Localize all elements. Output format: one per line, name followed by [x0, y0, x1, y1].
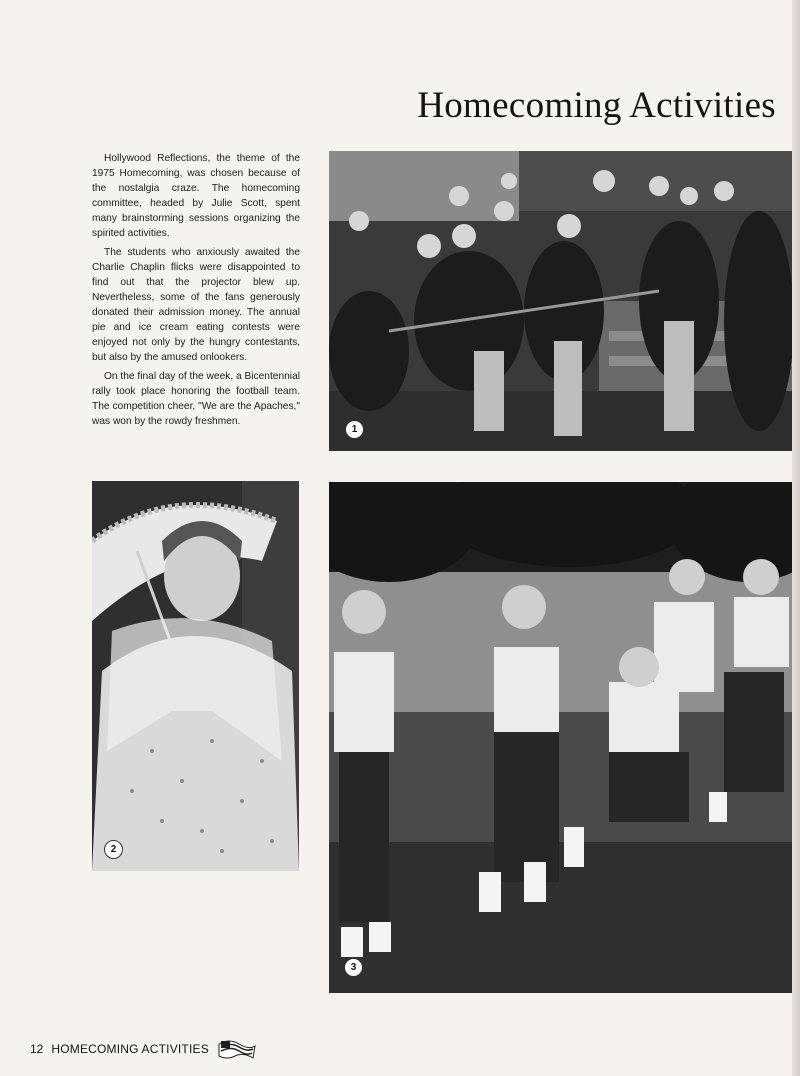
- photo-cheer-squad: [329, 482, 792, 993]
- photo-parasol: [92, 481, 299, 871]
- paragraph-movies: The students who anxiously awaited the Charlie Chaplin flicks were disappointed to find out that the projector blew up. Nevertheless, some of the fans generously donated their admission money. The annual pie and ice cream eating contests were enjoyed not only by the hungry contestants, but also by the amused onlookers.: [92, 247, 300, 363]
- paragraph-theme: Hollywood Reflections, the theme of the 1975 Homecoming, was chosen because of the nostalgia craze. The homecoming committee, headed by Julie Scott, spent many brainstorming sessions organizing the spirited activities.: [92, 153, 300, 239]
- photo-tug-of-war: [329, 151, 792, 451]
- page-number: 12: [30, 1042, 44, 1056]
- photo-number-badge: 3: [344, 958, 363, 977]
- section-name: HOMECOMING ACTIVITIES: [51, 1042, 209, 1056]
- page-footer: [30, 1036, 257, 1062]
- page-title: Homecoming Activities: [417, 85, 776, 126]
- photo-number-badge: 2: [104, 840, 123, 859]
- flag-emblem-icon: [217, 1036, 257, 1062]
- photo-number-badge: 1: [345, 420, 364, 439]
- page-edge: [792, 0, 800, 1076]
- paragraph-rally: On the final day of the week, a Bicentennial rally took place honoring the football team. The competition cheer, "We are the Apaches," was won by the rowdy freshmen.: [92, 371, 300, 427]
- article-body: [92, 151, 300, 433]
